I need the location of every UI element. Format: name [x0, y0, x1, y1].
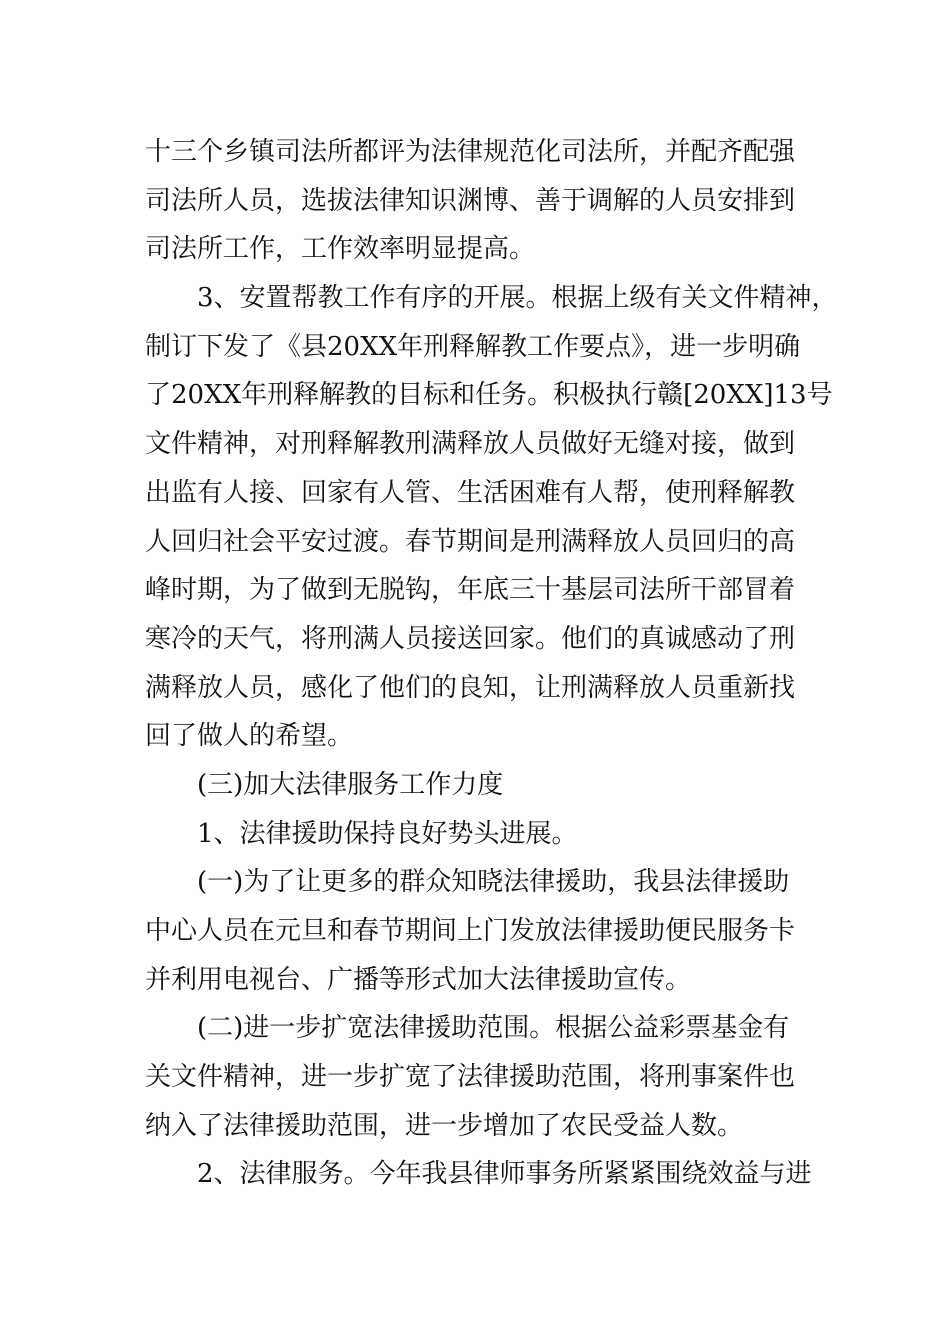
text-line: 司法所工作，工作效率明显提高。 — [145, 234, 536, 265]
paragraph-start-line: 2、法律服务。今年我县律师事务所紧紧围绕效益与进 — [197, 1159, 812, 1190]
text-line: 寒冷的天气，将刑满人员接送回家。他们的真诚感动了刑 — [145, 623, 796, 654]
text-line: 了20XX年刑释解教的目标和任务。积极执行赣[20XX]13号 — [145, 380, 833, 411]
paragraph-start-line: (一)为了让更多的群众知晓法律援助，我县法律援助 — [197, 867, 790, 898]
text-line: 文件精神，对刑释解教刑满释放人员做好无缝对接，做到 — [145, 429, 796, 460]
section-heading: (三)加大法律服务工作力度 — [197, 769, 504, 800]
text-line: 纳入了法律援助范围，进一步增加了农民受益人数。 — [145, 1110, 744, 1141]
paragraph-start-line: 3、安置帮教工作有序的开展。根据上级有关文件精神， — [197, 283, 838, 314]
text-line: 人回归社会平安过渡。春节期间是刑满释放人员回归的高 — [145, 526, 796, 557]
text-line: 峰时期，为了做到无脱钩，年底三十基层司法所干部冒着 — [145, 575, 796, 606]
text-line: 关文件精神，进一步扩宽了法律援助范围，将刑事案件也 — [145, 1062, 796, 1093]
text-line: 回了做人的希望。 — [145, 721, 354, 752]
text-line: 制订下发了《县20XX年刑释解教工作要点》，进一步明确 — [145, 331, 801, 362]
paragraph-start-line: 1、法律援助保持良好势头进展。 — [197, 818, 578, 849]
text-line: 十三个乡镇司法所都评为法律规范化司法所，并配齐配强 — [145, 137, 796, 167]
text-line: 出监有人接、回家有人管、生活困难有人帮，使刑释解教 — [145, 477, 796, 508]
text-line: 司法所人员，选拔法律知识渊博、善于调解的人员安排到 — [145, 185, 796, 216]
text-line: 满释放人员，感化了他们的良知，让刑满释放人员重新找 — [145, 672, 796, 703]
text-line: 中心人员在元旦和春节期间上门发放法律援助便民服务卡 — [145, 916, 796, 946]
paragraph-start-line: (二)进一步扩宽法律援助范围。根据公益彩票基金有 — [197, 1013, 790, 1044]
text-line: 并利用电视台、广播等形式加大法律援助宣传。 — [145, 964, 692, 995]
document-body — [145, 128, 838, 1199]
